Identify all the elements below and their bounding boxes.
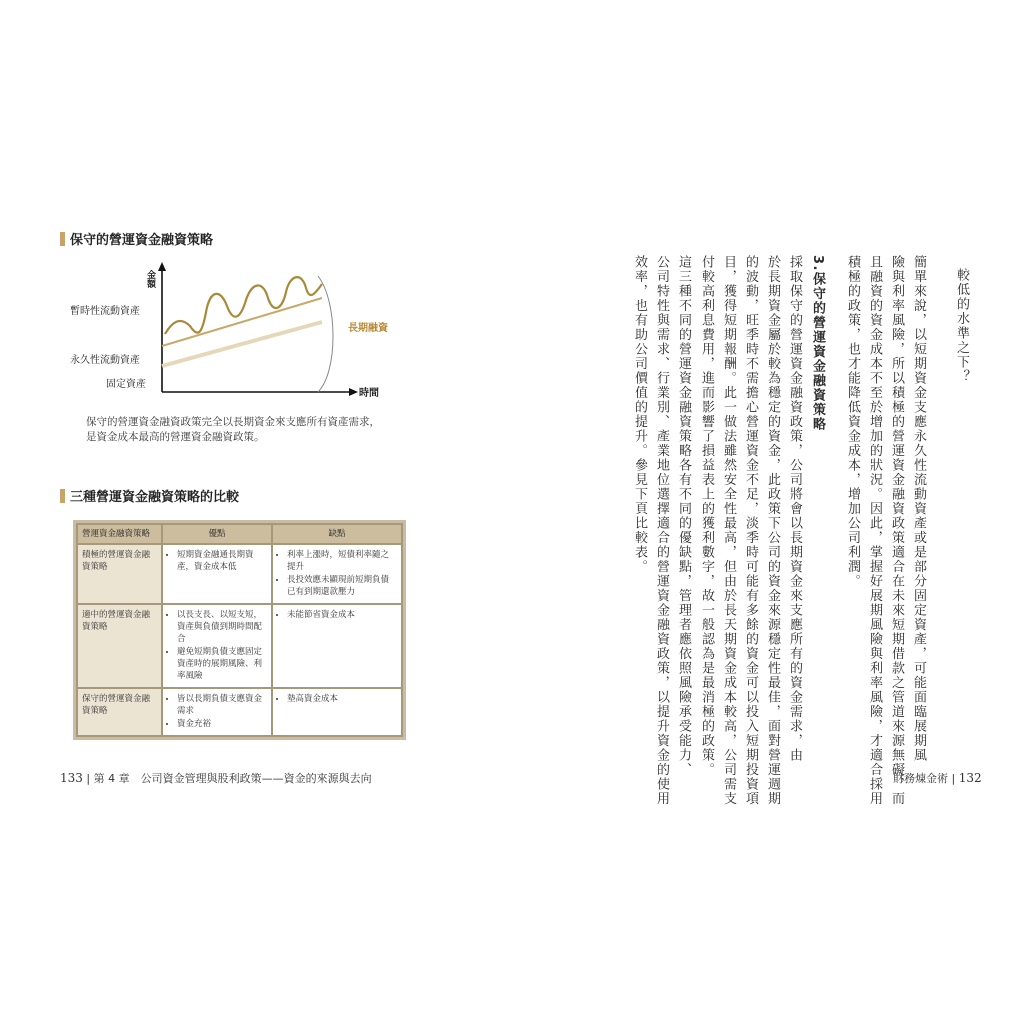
row-strategy-name: 積極的營運資金融資策略 (77, 544, 162, 604)
diagram-caption: 保守的營運資金融資政策完全以長期資金來支應所有資產需求，是資金成本最高的營運資金融資政策。 (86, 416, 380, 443)
table-title: 三種營運資金融資策略的比較 (70, 490, 240, 505)
pro-item: • 資金充裕 (177, 718, 267, 730)
body-column: 於長期資金屬於較為穩定的資金，此政策下公司的資金來源穩定性最佳，面對營運週期 (765, 255, 780, 806)
title-accent-bar (60, 489, 65, 503)
body-column: 公司特性與需求、行業別、產業地位選擇適合的營運資金融資政策，以提升資金的使用 (654, 255, 669, 806)
permanent-asset-line (162, 322, 322, 366)
header-cons: 缺點 (272, 524, 402, 544)
body-column: 險與利率風險，所以積極的營運資金融資政策適合在未來短期借款之管道來源無礙，而 (889, 255, 904, 806)
diagram-title: 保守的營運資金融資策略 (70, 233, 214, 248)
right-page-footer (893, 770, 982, 786)
footer-separator: | (951, 772, 956, 785)
header-pros: 優點 (162, 524, 272, 544)
table-row (77, 604, 402, 688)
label-fixed-assets: 固定資產 (106, 379, 146, 390)
label-long-term-financing: 長期融資 (348, 323, 388, 334)
pro-item: • 皆以長期負債支應資金需求 (177, 693, 267, 717)
body-column: 目，獲得短期報酬。此一做法雖然安全性最高，但由於長天期資金成本較高，公司需支 (721, 255, 736, 806)
title-accent-bar (60, 232, 65, 246)
x-axis-arrow (349, 388, 358, 396)
table-header-row (77, 524, 402, 544)
body-column: 且融資的資金成本不至於增加的狀況。因此，掌握好展期風險與利率風險，才適合採用 (867, 255, 882, 806)
right-page-number: 132 (958, 771, 982, 785)
x-axis-label: 時間 (359, 388, 379, 399)
row-cons (272, 544, 402, 604)
pro-item: • 以長支長、以短支短，資產與負債到期時間配合 (177, 609, 267, 645)
header-strategy: 營運資金融資策略 (77, 524, 162, 544)
row-cons (272, 604, 402, 688)
footer-separator: | (86, 772, 91, 785)
table-row (77, 688, 402, 736)
table-row (77, 544, 402, 604)
body-column: 的波動，旺季時不需擔心營運資金不足，淡季時可能有多餘的資金可以投入短期投資項 (743, 255, 758, 806)
body-column: 積極的政策，也才能降低資金成本，增加公司利潤。 (845, 255, 860, 589)
pro-item: • 避免短期負債支應固定資產時的展期風險、利率風險 (177, 646, 267, 682)
row-strategy-name: 保守的營運資金融資策略 (77, 688, 162, 736)
financing-strategy-diagram (70, 262, 400, 402)
strategy-comparison-table (76, 523, 403, 737)
body-column: 簡單來說，以短期資金支應永久性流動資產或是部分固定資產，可能面臨展期風 (911, 255, 926, 763)
left-page-number: 133 (60, 771, 83, 785)
con-item: • 墊高資金成本 (287, 693, 397, 705)
diagram-section-title (60, 229, 213, 248)
body-column: 採取保守的營運資金融資政策，公司將會以長期資金來支應所有的資金需求，由 (787, 255, 802, 763)
body-column: 效率，也有助公司價值的提升。參見下頁比較表。 (632, 255, 647, 574)
label-temporary-assets: 暫時性流動資產 (70, 306, 140, 317)
y-axis-label: 金額 (145, 270, 155, 288)
body-column: 較低的水準之下？ (954, 268, 969, 384)
con-item: • 未能節省資金成本 (287, 609, 397, 621)
book-title: 財務煉金術 (893, 772, 948, 785)
body-column: 這三種不同的營運資金融資策略各有不同的優缺點，管理者應依照風險承受能力、 (676, 255, 691, 777)
left-page-footer (60, 770, 372, 786)
row-pros (162, 688, 272, 736)
pro-item: • 短期資金融通長期資產，資金成本低 (177, 549, 267, 573)
row-strategy-name: 適中的營運資金融資策略 (77, 604, 162, 688)
con-item: • 利率上漲時，短債利率隨之提升 (287, 549, 397, 573)
chapter-title: 第 4 章 公司資金管理與股利政策——資金的來源與去向 (93, 772, 372, 785)
con-item: • 長投效應未顯現前短期負債已有到期還款壓力 (287, 574, 397, 598)
long-term-bracket (318, 276, 333, 392)
body-column: 付較高利息費用，進而影響了損益表上的獲利數字，故一般認為是最消極的政策。 (699, 255, 714, 777)
row-cons (272, 688, 402, 736)
label-permanent-assets: 永久性流動資產 (70, 355, 140, 366)
row-pros (162, 544, 272, 604)
table-section-title (60, 486, 239, 505)
y-axis-arrow (158, 262, 166, 271)
row-pros (162, 604, 272, 688)
section-heading: 3.保守的營運資金融資策略 (810, 255, 825, 432)
